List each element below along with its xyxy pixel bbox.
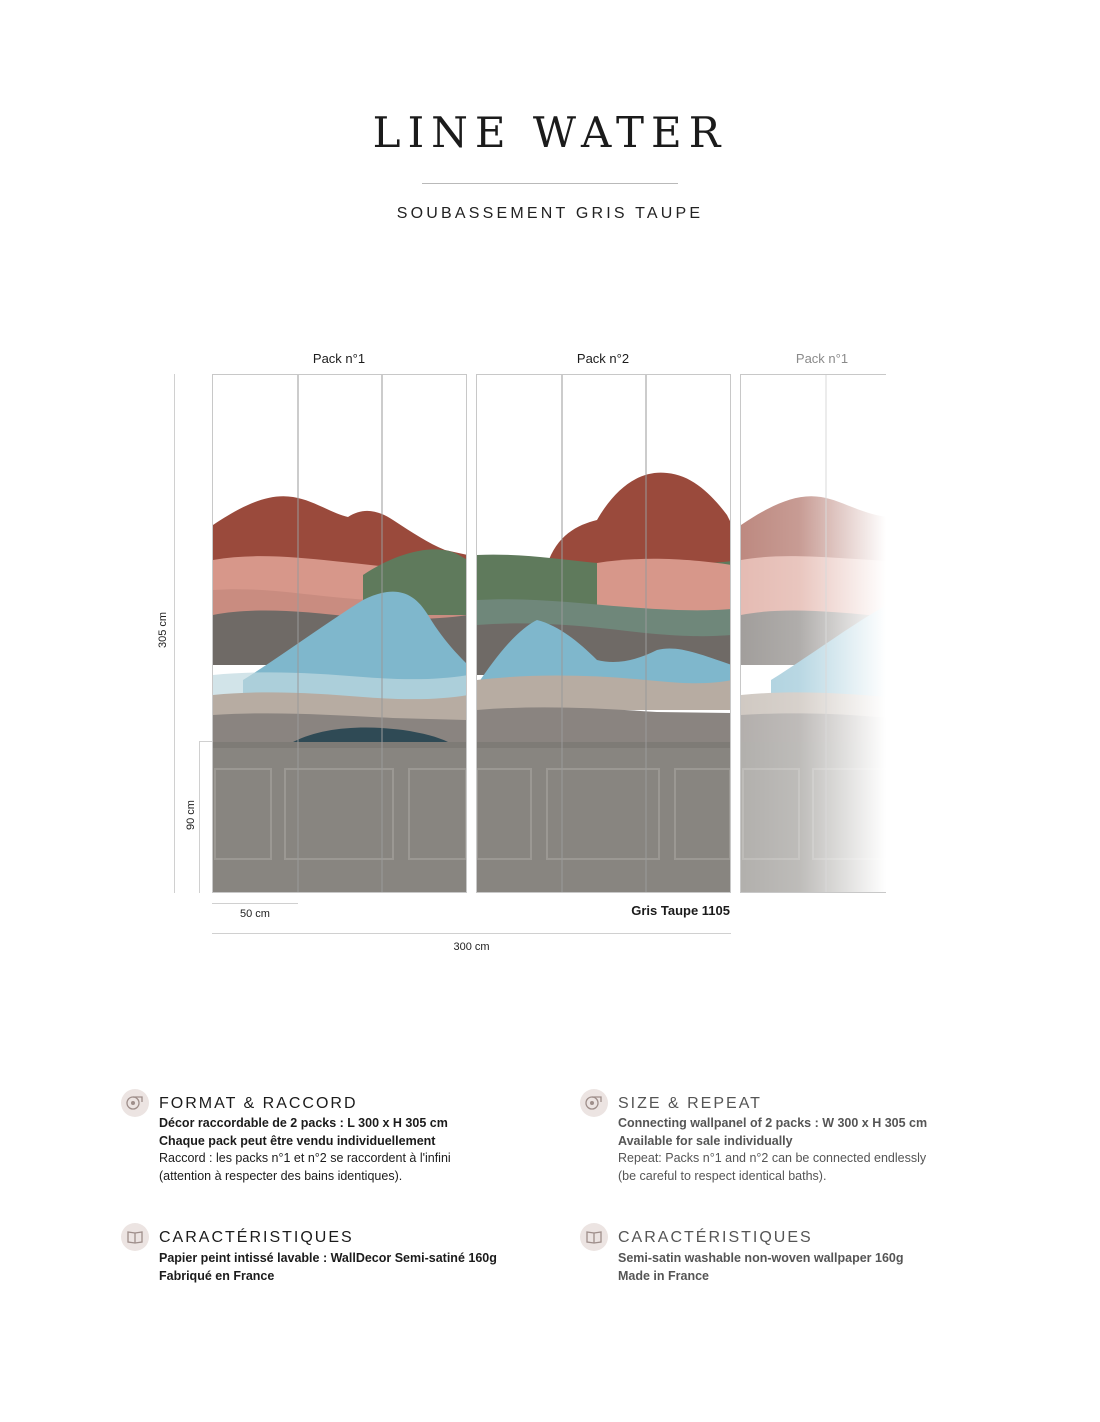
wallpaper-panel-3-faded	[740, 374, 886, 893]
fr-specs-title: CARACTÉRISTIQUES	[159, 1229, 354, 1246]
width-strip-label: 50 cm	[240, 908, 270, 920]
fr-format-line: Raccord : les packs n°1 et n°2 se raccordent à l'infini	[159, 1151, 451, 1166]
page-title: LINE WATER	[372, 108, 728, 157]
width-total-label: 300 cm	[453, 941, 490, 953]
pack-label-1: Pack n°1	[312, 351, 366, 366]
book-icon	[121, 1223, 149, 1251]
fr-specs-details	[159, 1250, 559, 1285]
measuring-tape-icon	[580, 1089, 608, 1117]
en-format-title: SIZE & REPEAT	[618, 1095, 762, 1112]
en-format-details	[618, 1115, 1018, 1185]
fr-format-line: Chaque pack peut être vendu individuellement	[159, 1133, 436, 1148]
en-format-line: Available for sale individually	[618, 1133, 793, 1148]
page-subtitle: SOUBASSEMENT GRIS TAUPE	[396, 205, 704, 222]
en-format-line: Connecting wallpanel of 2 packs : W 300 x H 305 cm	[618, 1116, 928, 1130]
fr-format-line: Décor raccordable de 2 packs : L 300 x H 305 cm	[159, 1116, 448, 1130]
strip-dimension-line	[212, 903, 298, 904]
wainscot-dimension-tick	[199, 741, 212, 742]
width-dimension-line	[212, 933, 731, 934]
en-specs-line: Semi-satin washable non-woven wallpaper 160g	[618, 1251, 904, 1265]
height-wainscot-label: 90 cm	[185, 800, 197, 830]
wallpaper-panel-2	[476, 374, 731, 893]
title-divider	[422, 183, 678, 184]
fr-format-details	[159, 1115, 559, 1185]
book-icon	[580, 1223, 608, 1251]
fr-specs-line: Fabriqué en France	[159, 1268, 275, 1283]
en-specs-title: CARACTÉRISTIQUES	[618, 1229, 813, 1246]
colour-reference: Gris Taupe 1105	[631, 903, 730, 918]
pack-label-2: Pack n°2	[576, 351, 630, 366]
wainscot-dimension-line	[199, 741, 200, 893]
height-total-label: 305 cm	[157, 611, 169, 649]
en-specs-details	[618, 1250, 1018, 1285]
en-format-line: Repeat: Packs n°1 and n°2 can be connected endlessly	[618, 1151, 927, 1166]
fr-format-line: (attention à respecter des bains identiques).	[159, 1168, 403, 1183]
wallpaper-panel-1	[212, 374, 467, 893]
en-specs-line: Made in France	[618, 1268, 709, 1283]
measuring-tape-icon	[121, 1089, 149, 1117]
pack-label-3: Pack n°1	[795, 351, 849, 366]
height-dimension-line	[174, 374, 175, 893]
fr-format-title: FORMAT & RACCORD	[159, 1095, 358, 1112]
fr-specs-line: Papier peint intissé lavable : WallDecor Semi-satiné 160g	[159, 1251, 497, 1265]
en-format-line: (be careful to respect identical baths).	[618, 1168, 827, 1183]
